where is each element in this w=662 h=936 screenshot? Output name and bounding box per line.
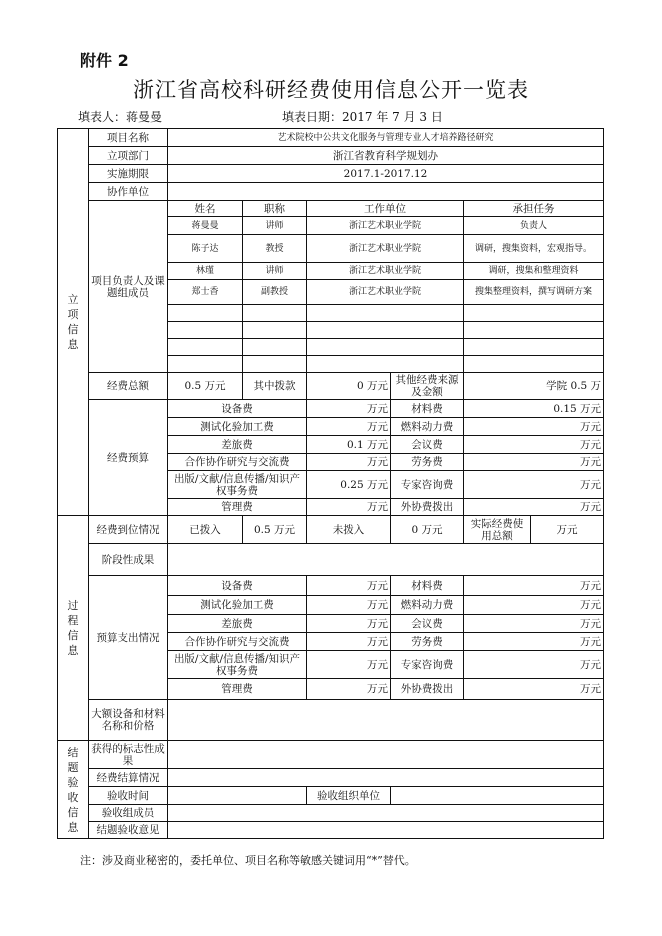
table-cell[interactable]: 浙江艺术职业学院 — [307, 263, 464, 280]
table-cell[interactable]: 万元 — [307, 615, 391, 633]
table-cell: 项目负责人及课题组成员 — [89, 201, 168, 373]
table-row — [58, 373, 604, 400]
table-cell: 设备费 — [168, 576, 307, 596]
table-cell[interactable]: 万元 — [464, 596, 604, 615]
table-cell: 项目名称 — [89, 129, 168, 147]
table-cell[interactable] — [243, 305, 307, 322]
footnote: 注：涉及商业秘密的，委托单位、项目名称等敏感关键词用“*”替代。 — [80, 854, 416, 867]
table-cell[interactable] — [464, 356, 604, 373]
table-cell: 出版/文献/信息传播/知识产权事务费 — [168, 471, 307, 499]
table-cell: 材料费 — [391, 400, 464, 418]
table-cell: 承担任务 — [464, 201, 604, 217]
table-cell[interactable] — [168, 741, 604, 769]
table-cell[interactable]: 讲师 — [243, 263, 307, 280]
table-cell[interactable] — [307, 356, 464, 373]
table-cell[interactable]: 学院 0.5 万 — [464, 373, 604, 400]
table-cell: 阶段性成果 — [89, 544, 168, 576]
table-cell[interactable]: 万元 — [307, 576, 391, 596]
table-row — [58, 769, 604, 787]
table-cell[interactable] — [168, 822, 604, 839]
table-cell[interactable]: 万元 — [464, 471, 604, 499]
table-cell[interactable]: 万元 — [464, 436, 604, 454]
table-row — [58, 700, 604, 741]
table-cell[interactable]: 万元 — [307, 418, 391, 436]
table-cell: 协作单位 — [89, 183, 168, 201]
table-cell[interactable]: 调研，搜集和整理资料 — [464, 263, 604, 280]
table-cell[interactable]: 浙江艺术职业学院 — [307, 280, 464, 305]
table-cell[interactable]: 副教授 — [243, 280, 307, 305]
table-cell[interactable]: 林瑾 — [168, 263, 243, 280]
table-row — [58, 400, 604, 418]
table-cell: 外协费拨出 — [391, 679, 464, 700]
table-row — [58, 805, 604, 822]
table-cell[interactable]: 万元 — [307, 596, 391, 615]
table-cell[interactable]: 讲师 — [243, 217, 307, 235]
table-row — [58, 787, 604, 805]
table-cell: 燃料动力费 — [391, 596, 464, 615]
table-row — [58, 183, 604, 201]
table-cell: 出版/文献/信息传播/知识产权事务费 — [168, 651, 307, 679]
table-cell[interactable] — [307, 322, 464, 339]
project-name[interactable]: 艺术院校中公共文化服务与管理专业人才培养路径研究 — [168, 129, 604, 147]
table-cell[interactable]: 万元 — [307, 633, 391, 651]
info-table — [57, 128, 604, 839]
table-cell[interactable]: 万元 — [307, 499, 391, 516]
table-cell[interactable] — [391, 787, 604, 805]
table-cell[interactable] — [243, 356, 307, 373]
table-cell[interactable] — [168, 305, 243, 322]
table-cell[interactable] — [168, 339, 243, 356]
table-cell[interactable]: 调研，搜集资料，宏观指导。 — [464, 235, 604, 263]
table-cell: 测试化验加工费 — [168, 418, 307, 436]
table-cell[interactable]: 陈子达 — [168, 235, 243, 263]
table-cell: 设备费 — [168, 400, 307, 418]
table-cell[interactable]: 浙江艺术职业学院 — [307, 217, 464, 235]
table-cell: 验收时间 — [89, 787, 168, 805]
table-cell[interactable]: 2017.1-2017.12 — [168, 165, 604, 183]
table-cell: 预算支出情况 — [89, 576, 168, 700]
table-cell: 劳务费 — [391, 454, 464, 471]
table-cell: 会议费 — [391, 615, 464, 633]
table-row — [58, 544, 604, 576]
table-cell[interactable] — [307, 339, 464, 356]
table-cell[interactable] — [168, 700, 604, 741]
table-cell[interactable]: 万元 — [464, 633, 604, 651]
table-cell[interactable]: 0 万元 — [391, 516, 464, 544]
table-cell: 姓名 — [168, 201, 243, 217]
table-cell: 立项部门 — [89, 147, 168, 165]
table-cell[interactable] — [464, 305, 604, 322]
table-cell: 经费预算 — [89, 400, 168, 516]
table-cell: 劳务费 — [391, 633, 464, 651]
attachment-label: 附件 2 — [80, 51, 129, 70]
table-cell[interactable]: 0.25 万元 — [307, 471, 391, 499]
table-cell[interactable]: 教授 — [243, 235, 307, 263]
table-cell: 结题验收意见 — [89, 822, 168, 839]
table-cell[interactable] — [464, 322, 604, 339]
section-closing: 结题验收信息 — [58, 741, 89, 839]
table-cell[interactable] — [168, 183, 604, 201]
table-cell[interactable]: 0.1 万元 — [307, 436, 391, 454]
table-cell[interactable] — [168, 322, 243, 339]
table-cell: 已拨入 — [168, 516, 243, 544]
table-row — [58, 165, 604, 183]
table-row — [58, 147, 604, 165]
section-approval: 立项信息 — [58, 129, 89, 516]
table-cell[interactable]: 蒋曼曼 — [168, 217, 243, 235]
page-title: 浙江省高校科研经费使用信息公开一览表 — [133, 78, 529, 102]
table-cell[interactable] — [168, 544, 604, 576]
table-cell[interactable]: 万元 — [307, 679, 391, 700]
table-cell[interactable]: 万元 — [464, 499, 604, 516]
table-cell: 管理费 — [168, 679, 307, 700]
table-cell: 测试化验加工费 — [168, 596, 307, 615]
table-cell[interactable]: 万元 — [307, 454, 391, 471]
table-row — [58, 576, 604, 596]
table-cell: 经费到位情况 — [89, 516, 168, 544]
table-cell[interactable]: 浙江省教育科学规划办 — [168, 147, 604, 165]
table-cell[interactable] — [243, 322, 307, 339]
table-cell: 会议费 — [391, 436, 464, 454]
table-cell: 专家咨询费 — [391, 651, 464, 679]
table-cell[interactable]: 万元 — [464, 418, 604, 436]
table-cell: 经费结算情况 — [89, 769, 168, 787]
table-cell[interactable]: 负责人 — [464, 217, 604, 235]
table-cell: 实际经费使用总额 — [464, 516, 531, 544]
table-cell: 合作协作研究与交流费 — [168, 454, 307, 471]
table-cell[interactable]: 万元 — [464, 454, 604, 471]
table-cell: 材料费 — [391, 576, 464, 596]
table-cell[interactable] — [168, 787, 307, 805]
table-cell[interactable]: 0 万元 — [307, 373, 391, 400]
table-cell: 差旅费 — [168, 615, 307, 633]
table-cell[interactable]: 0.15 万元 — [464, 400, 604, 418]
table-row — [58, 822, 604, 839]
section-process: 过程信息 — [58, 516, 89, 741]
table-cell[interactable]: 0.5 万元 — [168, 373, 243, 400]
table-cell[interactable] — [464, 339, 604, 356]
table-cell[interactable]: 万元 — [307, 651, 391, 679]
table-cell[interactable]: 浙江艺术职业学院 — [307, 235, 464, 263]
table-cell: 验收组成员 — [89, 805, 168, 822]
table-cell[interactable]: 万元 — [464, 615, 604, 633]
table-cell: 职称 — [243, 201, 307, 217]
table-cell: 其中拨款 — [243, 373, 307, 400]
table-cell: 合作协作研究与交流费 — [168, 633, 307, 651]
table-cell[interactable]: 万元 — [307, 400, 391, 418]
table-cell: 其他经费来源及金额 — [391, 373, 464, 400]
table-cell: 未拨入 — [307, 516, 391, 544]
table-cell[interactable] — [168, 356, 243, 373]
table-cell: 燃料动力费 — [391, 418, 464, 436]
table-cell[interactable]: 万元 — [464, 679, 604, 700]
table-cell[interactable]: 万元 — [464, 651, 604, 679]
table-cell: 外协费拨出 — [391, 499, 464, 516]
table-cell: 验收组织单位 — [307, 787, 391, 805]
table-cell[interactable] — [243, 339, 307, 356]
table-cell: 获得的标志性成果 — [89, 741, 168, 769]
fill-date: 填表日期：2017 年 7 月 3 日 — [282, 110, 443, 124]
table-cell: 差旅费 — [168, 436, 307, 454]
table-cell[interactable] — [168, 769, 604, 787]
filler: 填表人：蒋曼曼 — [78, 110, 163, 124]
table-row — [58, 516, 604, 544]
table-cell[interactable]: 0.5 万元 — [243, 516, 307, 544]
table-row — [58, 741, 604, 769]
table-cell[interactable] — [168, 805, 604, 822]
table-cell[interactable]: 搜集整理资料，撰写调研方案 — [464, 280, 604, 305]
table-cell: 专家咨询费 — [391, 471, 464, 499]
table-cell: 大额设备和材料名称和价格 — [89, 700, 168, 741]
table-cell: 工作单位 — [307, 201, 464, 217]
table-row — [58, 129, 604, 147]
table-row — [58, 201, 604, 217]
table-cell[interactable]: 万元 — [531, 516, 604, 544]
table-cell: 管理费 — [168, 499, 307, 516]
table-cell: 经费总额 — [89, 373, 168, 400]
table-cell[interactable]: 万元 — [464, 576, 604, 596]
table-cell[interactable] — [307, 305, 464, 322]
table-cell: 实施期限 — [89, 165, 168, 183]
table-cell[interactable]: 郑士香 — [168, 280, 243, 305]
